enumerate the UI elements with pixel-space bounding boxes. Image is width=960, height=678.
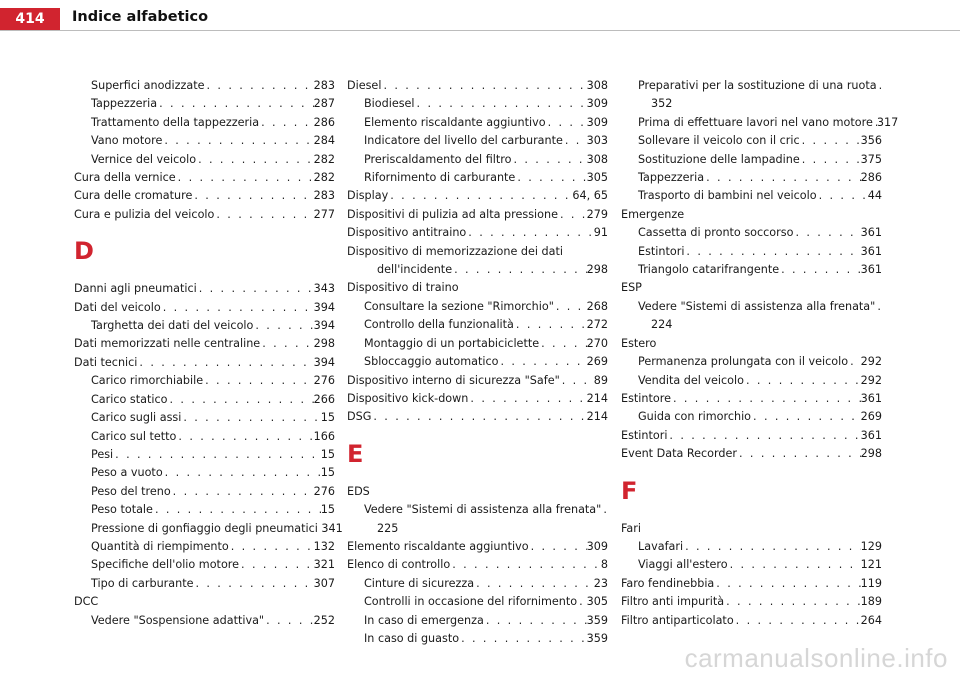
index-entry	[347, 612, 608, 630]
entry-label: Filtro anti impurità	[621, 595, 725, 609]
entry-page: 89	[593, 373, 608, 387]
index-heading: Emergenze	[621, 207, 685, 221]
entry-label: Event Data Recorder	[621, 447, 738, 461]
entry-page: 307	[313, 576, 335, 590]
dot-leader	[197, 280, 314, 298]
entry-label: Vedere "Sistemi di assistenza alla frenata"	[638, 299, 876, 313]
index-entry	[621, 390, 882, 408]
index-entry	[347, 335, 608, 353]
entry-label: In caso di guasto	[364, 631, 460, 645]
dot-leader	[800, 132, 861, 150]
index-entry	[74, 169, 335, 187]
entry-page: 359	[586, 613, 608, 627]
entry-label: Elenco di controllo	[347, 558, 451, 572]
entry-label: Estintori	[638, 244, 685, 258]
entry-label: Montaggio di un portabiciclette	[364, 336, 540, 350]
entry-label: Vedere "Sospensione adattiva"	[91, 613, 265, 627]
entry-label: Controlli in occasione del rifornimento	[364, 595, 578, 609]
entry-page: 309	[586, 115, 608, 129]
dot-leader	[415, 95, 587, 113]
index-entry	[74, 428, 335, 446]
entry-page: 44	[867, 189, 882, 203]
entry-page: 308	[586, 152, 608, 166]
index-entry	[74, 409, 335, 427]
dot-leader	[176, 428, 313, 446]
entry-page: 252	[313, 613, 335, 627]
entry-page: 305	[586, 595, 608, 609]
entry-label: In caso di emergenza	[364, 613, 484, 627]
entry-page: 277	[313, 207, 335, 221]
dot-leader	[168, 391, 314, 409]
entry-label: Dati tecnici	[74, 355, 138, 369]
entry-label: Estintori	[621, 428, 668, 442]
entry-page: 361	[860, 391, 882, 405]
dot-leader	[113, 446, 321, 464]
dot-leader	[163, 464, 321, 482]
entry-label: Triangolo catarifrangente	[638, 263, 780, 277]
dot-leader	[601, 501, 608, 519]
index-entry	[347, 261, 608, 279]
entry-label: Carico sugli assi	[91, 411, 182, 425]
dot-leader	[452, 261, 587, 279]
dot-leader	[683, 538, 861, 556]
dot-leader	[157, 95, 314, 113]
entry-label: Guida con rimorchio	[638, 410, 752, 424]
entry-page: 189	[860, 595, 882, 609]
index-entry	[74, 464, 335, 482]
index-entry	[347, 298, 608, 316]
entry-page: 283	[313, 189, 335, 203]
entry-label: Sollevare il veicolo con il cric	[638, 134, 800, 148]
entry-label: Quantità di riempimento	[91, 539, 229, 553]
entry-page: 266	[313, 392, 335, 406]
entry-label: Danni agli pneumatici	[74, 282, 197, 296]
index-entry	[347, 390, 608, 408]
index-entry	[74, 538, 335, 556]
dot-leader	[498, 353, 586, 371]
index-entry	[347, 95, 608, 113]
index-heading: Dispositivo di traino	[347, 281, 459, 295]
index-entry	[74, 317, 335, 335]
dot-leader	[875, 298, 882, 316]
index-entry	[347, 593, 608, 611]
index-heading: 352	[651, 97, 673, 111]
index-column-3	[621, 77, 899, 630]
index-entry	[621, 353, 882, 371]
entry-page: 279	[586, 207, 608, 221]
entry-label: Sostituzione delle lampadine	[638, 152, 800, 166]
entry-page: 287	[313, 97, 335, 111]
entry-label: Trattamento della tappezzeria	[91, 115, 260, 129]
index-entry	[621, 132, 882, 150]
index-heading: 224	[651, 318, 673, 332]
index-entry	[621, 151, 882, 169]
entry-page: 394	[313, 300, 335, 314]
index-entry	[347, 132, 608, 150]
index-entry	[74, 501, 335, 519]
dot-leader	[539, 335, 587, 353]
dot-leader	[779, 261, 861, 279]
index-entry	[347, 408, 608, 426]
entry-page: 264	[860, 613, 882, 627]
entry-label: Biodiesel	[364, 97, 415, 111]
entry-page: 15	[320, 411, 335, 425]
dot-leader	[724, 593, 861, 611]
dot-leader	[181, 409, 320, 427]
dot-leader	[459, 630, 587, 648]
index-column-1	[74, 77, 343, 630]
entry-label: Peso del treno	[91, 484, 171, 498]
index-heading: EDS	[347, 484, 370, 498]
dot-leader	[153, 501, 321, 519]
entry-page: 214	[586, 410, 608, 424]
index-entry	[347, 169, 608, 187]
index-entry	[74, 391, 335, 409]
entry-label: Vedere "Sistemi di assistenza alla frenata"	[364, 503, 602, 517]
entry-page: 282	[313, 152, 335, 166]
entry-page: 64, 65	[572, 189, 608, 203]
dot-leader	[381, 77, 586, 95]
entry-page: 121	[860, 558, 882, 572]
entry-label: Controllo della funzionalità	[364, 318, 514, 332]
dot-leader	[817, 187, 868, 205]
entry-page: 166	[313, 429, 335, 443]
index-entry	[74, 77, 335, 95]
index-entry	[621, 372, 882, 390]
entry-label: Dispositivo interno di sicurezza "Safe"	[347, 373, 560, 387]
entry-label: Elemento riscaldante aggiuntivo	[364, 115, 546, 129]
dot-leader	[371, 408, 586, 426]
entry-page: 286	[860, 171, 882, 185]
index-entry	[74, 446, 335, 464]
index-entry	[74, 187, 335, 205]
entry-page: 361	[860, 244, 882, 258]
dot-leader	[239, 556, 314, 574]
index-entry	[621, 224, 882, 242]
dot-leader	[546, 114, 587, 132]
index-entry	[621, 556, 882, 574]
entry-page: 375	[860, 152, 882, 166]
entry-page: 268	[586, 299, 608, 313]
entry-label: Diesel	[347, 79, 382, 92]
entry-label: Cinture di sicurezza	[364, 576, 475, 590]
index-entry	[74, 372, 335, 390]
entry-page: 270	[586, 336, 608, 350]
dot-leader	[554, 298, 587, 316]
entry-label: Pesi	[91, 447, 114, 461]
dot-leader	[260, 335, 313, 353]
index-entry	[621, 114, 899, 132]
index-entry	[74, 483, 335, 501]
index-entry	[621, 593, 882, 611]
dot-leader	[171, 483, 314, 501]
dot-leader	[793, 224, 860, 242]
index-entry	[74, 354, 335, 372]
index-entry	[347, 630, 608, 648]
section-letter: E	[347, 439, 364, 468]
dot-leader	[474, 575, 594, 593]
entry-page: 308	[586, 79, 608, 92]
dot-leader	[515, 169, 586, 187]
dot-leader	[203, 372, 314, 390]
index-column-2	[347, 77, 608, 648]
dot-leader	[205, 77, 314, 95]
index-heading: Estero	[621, 336, 657, 350]
dot-leader	[253, 317, 313, 335]
entry-label: Display	[347, 189, 389, 203]
entry-page: 305	[586, 171, 608, 185]
index-entry	[621, 169, 882, 187]
entry-page: 292	[860, 355, 882, 369]
entry-label: Filtro antiparticolato	[621, 613, 734, 627]
index-entry	[621, 445, 882, 463]
page-number: 414	[0, 8, 60, 31]
dot-leader	[577, 593, 587, 611]
entry-label: Cura della vernice	[74, 171, 176, 185]
entry-page: 269	[586, 355, 608, 369]
entry-label: DSG	[347, 410, 372, 424]
index-entry	[74, 95, 335, 113]
dot-leader	[264, 612, 314, 630]
index-entry	[621, 187, 882, 205]
entry-label: Carico rimorchiabile	[91, 374, 204, 388]
entry-page: 276	[313, 484, 335, 498]
entry-page: 303	[586, 134, 608, 148]
index-heading: Fari	[621, 521, 641, 535]
page-header	[0, 0, 960, 31]
dot-leader	[137, 354, 313, 372]
index-entry	[74, 132, 335, 150]
dot-leader	[563, 132, 587, 150]
index-heading: ESP	[621, 281, 642, 295]
dot-leader	[737, 445, 861, 463]
entry-page: 309	[586, 97, 608, 111]
index-entry	[621, 575, 882, 593]
entry-label: Superfici anodizzate	[91, 79, 205, 92]
entry-label: Estintore	[621, 391, 671, 405]
index-entry	[347, 316, 608, 334]
entry-label: Dispositivo antitraino	[347, 226, 467, 240]
page-title: Indice alfabetico	[72, 9, 209, 25]
index-entry: Pressione di gonfiaggio degli pneumatici 341	[91, 521, 343, 535]
entry-page: 8	[600, 558, 608, 572]
entry-label: Preparativi per la sostituzione di una ruota	[638, 79, 877, 92]
entry-page: 343	[313, 282, 335, 296]
entry-page: 23	[593, 576, 608, 590]
entry-page: 298	[586, 263, 608, 277]
index-entry	[621, 612, 882, 630]
entry-page: 119	[860, 576, 882, 590]
entry-page: 317	[876, 115, 899, 129]
index-entry	[347, 77, 608, 95]
index-entry	[621, 408, 882, 426]
entry-label: Tipo di carburante	[91, 576, 194, 590]
index-entry	[621, 243, 882, 261]
index-entry	[74, 280, 335, 298]
entry-page: 129	[860, 539, 882, 553]
index-entry	[621, 427, 882, 445]
entry-page: 214	[586, 391, 608, 405]
index-entry	[621, 538, 882, 556]
entry-label: Dispositivi di pulizia ad alta pressione	[347, 207, 558, 221]
index-entry	[74, 335, 335, 353]
index-entry	[347, 556, 608, 574]
entry-page: 394	[313, 355, 335, 369]
index-entry	[74, 151, 335, 169]
entry-page: 15	[320, 466, 335, 480]
dot-leader	[671, 390, 861, 408]
entry-label: Vendita del veicolo	[638, 373, 744, 387]
section-letter: D	[74, 237, 94, 266]
entry-label: Viaggi all'estero	[638, 558, 728, 572]
dot-leader	[466, 224, 593, 242]
entry-page: 282	[313, 171, 335, 185]
index-entry	[74, 206, 335, 224]
entry-page: 269	[860, 410, 882, 424]
entry-label: Prima di effettuare lavori nel vano motore	[638, 115, 873, 129]
index-entry	[347, 151, 608, 169]
entry-page: 394	[313, 319, 335, 333]
entry-page: 359	[586, 631, 608, 645]
entry-label: Preriscaldamento del filtro	[364, 152, 512, 166]
index-entry	[74, 612, 335, 630]
entry-label: Cassetta di pronto soccorso	[638, 226, 794, 240]
dot-leader	[193, 575, 313, 593]
entry-label: Dati memorizzati nelle centraline	[74, 337, 261, 351]
entry-label: Dispositivo kick-down	[347, 391, 469, 405]
entry-label: Elemento riscaldante aggiuntivo	[347, 539, 529, 553]
dot-leader	[751, 408, 861, 426]
entry-label: Targhetta dei dati del veicolo	[91, 319, 254, 333]
dot-leader	[704, 169, 861, 187]
entry-page: 298	[860, 447, 882, 461]
header-divider	[0, 30, 960, 31]
entry-page: 283	[313, 79, 335, 92]
dot-leader	[192, 187, 313, 205]
index-entry	[347, 538, 608, 556]
dot-leader	[196, 151, 314, 169]
dot-leader	[667, 427, 860, 445]
index-entry	[621, 298, 882, 316]
dot-leader	[468, 390, 586, 408]
entry-label: Trasporto di bambini nel veicolo	[638, 189, 817, 203]
entry-label: Cura e pulizia del veicolo	[74, 207, 215, 221]
entry-page: 15	[320, 503, 335, 517]
entry-page: 321	[313, 558, 335, 572]
index-entry	[621, 261, 882, 279]
entry-label: Cura delle cromature	[74, 189, 193, 203]
entry-label: Peso a vuoto	[91, 466, 163, 480]
dot-leader	[388, 187, 572, 205]
entry-label: Carico statico	[91, 392, 168, 406]
entry-label: Rifornimento di carburante	[364, 171, 516, 185]
entry-label: Indicatore del livello del carburante	[364, 134, 563, 148]
dot-leader	[800, 151, 861, 169]
entry-label: Vano motore	[91, 134, 163, 148]
dot-leader	[877, 77, 882, 95]
entry-page: 286	[313, 115, 335, 129]
dot-leader	[529, 538, 587, 556]
dot-leader	[744, 372, 861, 390]
dot-leader	[259, 114, 314, 132]
entry-label: Specifiche dell'olio motore	[91, 558, 240, 572]
dot-leader	[848, 353, 861, 371]
index-entry	[347, 187, 608, 205]
section-letter: F	[621, 476, 638, 505]
dot-leader	[214, 206, 313, 224]
index-heading: Dispositivo di memorizzazione dei dati	[347, 244, 564, 258]
entry-page: 91	[593, 226, 608, 240]
entry-page: 292	[860, 373, 882, 387]
dot-leader	[728, 556, 861, 574]
entry-page: 361	[860, 226, 882, 240]
entry-page: 361	[860, 428, 882, 442]
entry-page: 309	[586, 539, 608, 553]
dot-leader	[162, 132, 313, 150]
entry-page: 356	[860, 134, 882, 148]
index-entry	[347, 372, 608, 390]
entry-label: dell'incidente	[377, 263, 453, 277]
dot-leader	[714, 575, 860, 593]
dot-leader	[514, 316, 587, 334]
dot-leader	[161, 299, 314, 317]
dot-leader	[734, 612, 861, 630]
index-entry	[74, 299, 335, 317]
index-entry	[347, 575, 608, 593]
entry-label: Peso totale	[91, 503, 153, 517]
entry-label: Lavafari	[638, 539, 684, 553]
index-entry	[347, 206, 608, 224]
index-entry	[74, 114, 335, 132]
dot-leader	[176, 169, 314, 187]
entry-label: Tappezzeria	[91, 97, 158, 111]
entry-page: 132	[313, 539, 335, 553]
dot-leader	[450, 556, 601, 574]
index-entry	[347, 114, 608, 132]
index-entry	[347, 501, 608, 519]
watermark: carmanualsonline.info	[684, 643, 948, 673]
dot-leader	[484, 612, 587, 630]
entry-label: Carico sul tetto	[91, 429, 177, 443]
entry-page: 361	[860, 263, 882, 277]
dot-leader	[229, 538, 314, 556]
entry-page: 15	[320, 447, 335, 461]
index-heading: 225	[377, 521, 399, 535]
entry-label: Faro fendinebbia	[621, 576, 715, 590]
entry-label: Permanenza prolungata con il veicolo	[638, 355, 849, 369]
entry-label: Tappezzeria	[638, 171, 705, 185]
entry-page: 276	[313, 374, 335, 388]
entry-label: Sbloccaggio automatico	[364, 355, 499, 369]
dot-leader	[560, 372, 594, 390]
entry-page: 298	[313, 337, 335, 351]
entry-label: Dati del veicolo	[74, 300, 161, 314]
entry-label: Vernice del veicolo	[91, 152, 197, 166]
index-entry	[74, 575, 335, 593]
index-entry	[621, 77, 882, 95]
dot-leader	[511, 151, 586, 169]
entry-page: 284	[313, 134, 335, 148]
dot-leader	[684, 243, 860, 261]
index-entry	[74, 556, 335, 574]
index-heading: DCC	[74, 595, 99, 609]
dot-leader	[558, 206, 587, 224]
entry-page: 272	[586, 318, 608, 332]
index-entry	[347, 353, 608, 371]
index-entry	[347, 224, 608, 242]
entry-label: Consultare la sezione "Rimorchio"	[364, 299, 554, 313]
